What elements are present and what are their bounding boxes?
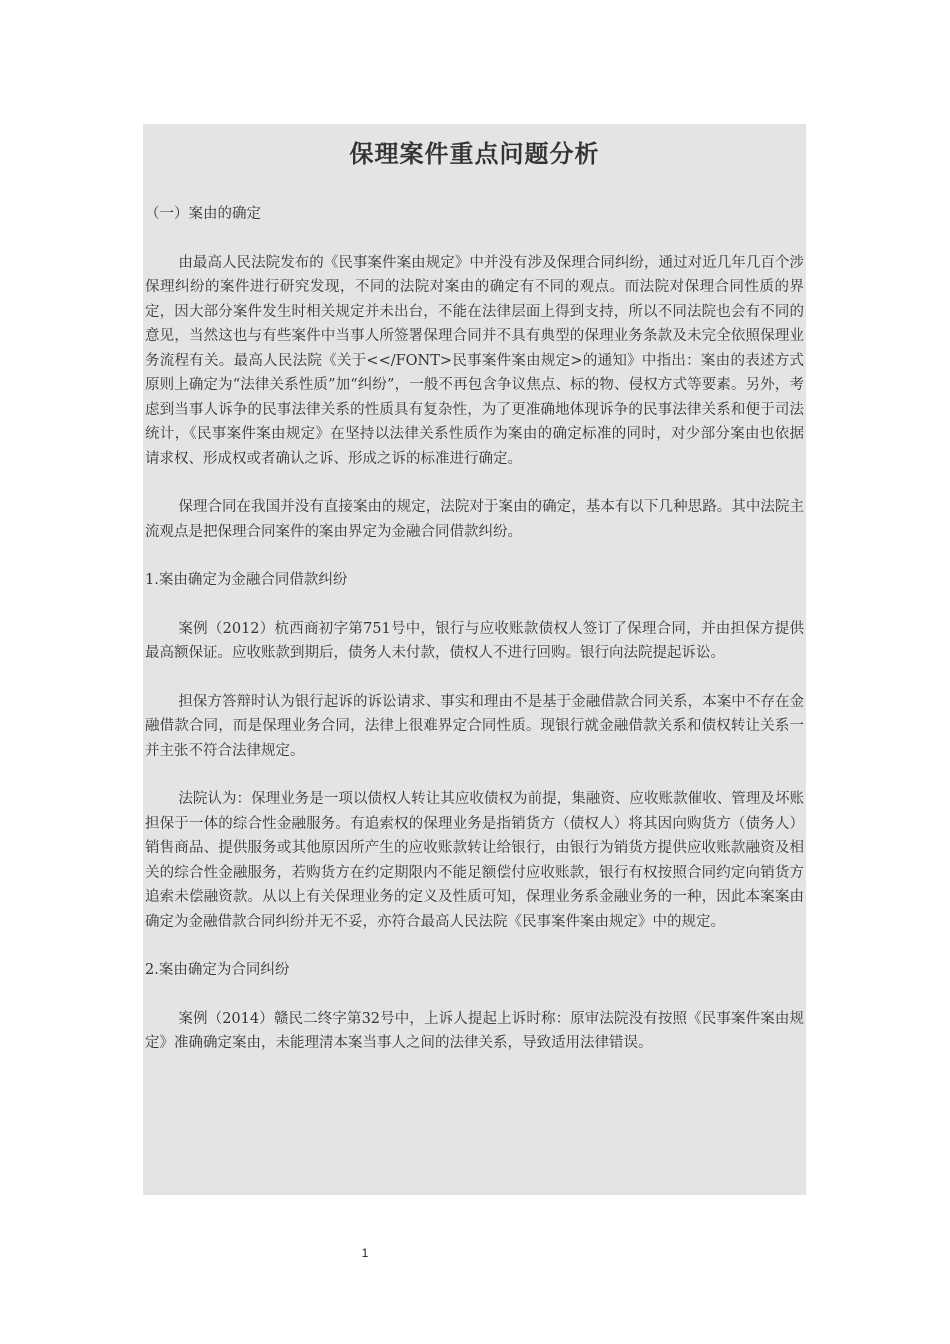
subsection-heading: 2.案由确定为合同纠纷 <box>145 962 290 978</box>
subsection-heading: 1.案由确定为金融合同借款纠纷 <box>145 572 348 588</box>
body-paragraph: 担保方答辩时认为银行起诉的诉讼请求、事实和理由不是基于金融借款合同关系，本案中不存在金融借款合同，而是保理业务合同，法律上很难界定合同性质。现银行就金融借款关系和债权转让关系一并主张不符合法律规定。 <box>145 693 804 759</box>
body-paragraph: 保理合同在我国并没有直接案由的规定，法院对于案由的确定，基本有以下几种思路。其中法院主流观点是把保理合同案件的案由界定为金融合同借款纠纷。 <box>145 499 804 540</box>
page-title: 保理案件重点问题分析 <box>349 140 600 168</box>
body-paragraph: 法院认为：保理业务是一项以债权人转让其应收债权为前提，集融资、应收账款催收、管理及坏账担保于一体的综合性金融服务。有追索权的保理业务是指销货方（债权人）将其因向购货方（债务人）销售商品、提供服务或其他原因所产生的应收账款转让给银行，由银行为销货方提供应收账款融资及相关的综合性金融服务，若购货方在约定期限内不能足额偿付应收账款，银行有权按照合同约定向销货方追索未偿融资款。从以上有关保理业务的定义及性质可知，保理业务系金融业务的一种，因此本案案由确定为金融借款合同纠纷并无不妥，亦符合最高人民法院《民事案件案由规定》中的规定。 <box>145 791 804 930</box>
section-heading: （一）案由的确定 <box>145 206 261 222</box>
page-number: 1 <box>361 1246 369 1260</box>
body-paragraph: 由最高人民法院发布的《民事案件案由规定》中并没有涉及保理合同纠纷，通过对近几年几百个涉保理纠纷的案件进行研究发现，不同的法院对案由的确定有不同的观点。而法院对保理合同性质的界定，因大部分案件发生时相关规定并未出台，不能在法律层面上得到支持，所以不同法院也会有不同的意见，当然这也与有些案件中当事人所签署保理合同并不具有典型的保理业务条款及未完全依照保理业务流程有关。最高人民法院《关于<</FONT>民事案件案由规定>的通知》中指出：案由的表述方式原则上确定为“法律关系性质”加“纠纷”，一般不再包含争议焦点、标的物、侵权方式等要素。另外，考虑到当事人诉争的民事法律关系的性质具有复杂性，为了更准确地体现诉争的民事法律关系和便于司法统计，《民事案件案由规定》在坚持以法律关系性质作为案由的确定标准的同时，对少部分案由也依据请求权、形成权或者确认之诉、形成之诉的标准进行确定。 <box>145 254 804 467</box>
body-paragraph: 案例（2012）杭西商初字第751号中，银行与应收账款债权人签订了保理合同，并由担保方提供最高额保证。应收账款到期后，债务人未付款，债权人不进行回购。银行向法院提起诉讼。 <box>145 620 804 661</box>
document-content <box>143 124 806 1195</box>
body-paragraph: 案例（2014）赣民二终字第32号中，上诉人提起上诉时称：原审法院没有按照《民事案件案由规定》准确确定案由，未能理清本案当事人之间的法律关系，导致适用法律错误。 <box>145 1010 804 1051</box>
